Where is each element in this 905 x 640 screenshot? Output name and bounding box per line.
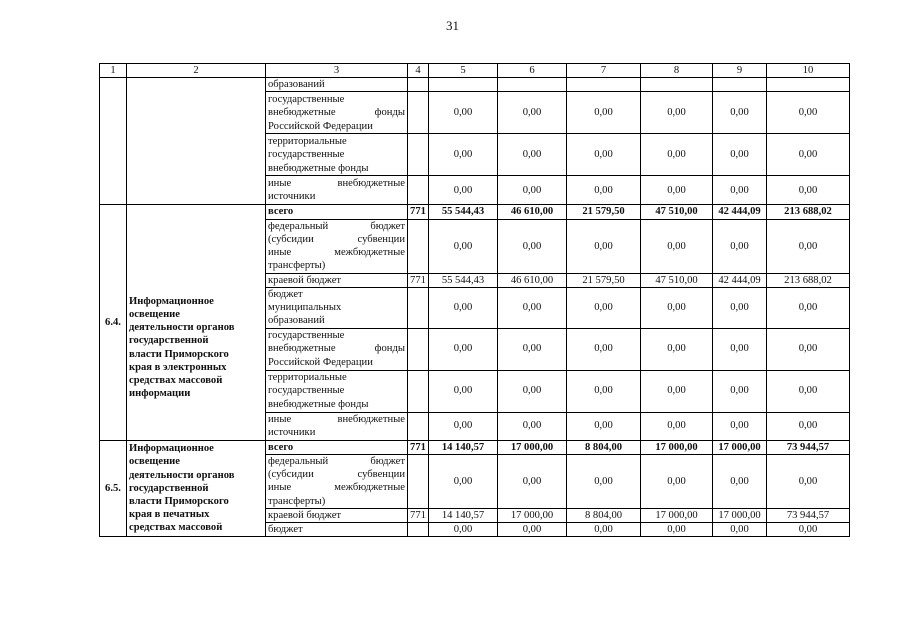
value-cell: 213 688,02 <box>767 273 850 287</box>
item-name-line: края в электронных <box>129 361 227 373</box>
value-cell: 0,00 <box>498 370 567 412</box>
value-cell: 55 544,43 <box>429 273 498 287</box>
source-line: внебюджетные фонды <box>268 162 369 174</box>
value-cell: 42 444,09 <box>713 205 767 219</box>
source-line: всего <box>268 441 294 453</box>
source-cell <box>266 205 408 219</box>
value-cell: 0,00 <box>429 134 498 176</box>
value-cell <box>429 78 498 92</box>
table-row <box>100 205 850 219</box>
value-cell: 0,00 <box>498 454 567 508</box>
header-cell: 3 <box>266 64 408 78</box>
value-cell: 0,00 <box>498 176 567 205</box>
value-cell: 0,00 <box>767 412 850 440</box>
item-name-line: деятельности органов <box>129 322 235 334</box>
value-cell: 0,00 <box>429 176 498 205</box>
source-line: муниципальных <box>268 302 342 314</box>
value-cell: 8 804,00 <box>567 508 641 522</box>
header-cell: 7 <box>567 64 641 78</box>
budget-table <box>99 63 850 537</box>
source-cell <box>266 78 408 92</box>
value-cell: 0,00 <box>641 370 713 412</box>
header-cell: 9 <box>713 64 767 78</box>
header-cell: 1 <box>100 64 127 78</box>
value-cell: 0,00 <box>429 287 498 328</box>
value-cell: 0,00 <box>641 287 713 328</box>
value-cell: 17 000,00 <box>713 440 767 454</box>
source-line: иные межбюджетные <box>268 247 405 259</box>
value-cell: 0,00 <box>498 328 567 370</box>
header-row <box>100 64 850 78</box>
source-line: государственные <box>268 149 345 161</box>
value-cell: 0,00 <box>567 134 641 176</box>
source-line: трансферты) <box>268 260 326 272</box>
value-cell: 0,00 <box>767 92 850 134</box>
code-cell <box>408 92 429 134</box>
item-name-line: Информационное <box>129 443 214 455</box>
value-cell: 0,00 <box>429 219 498 273</box>
item-name-line: деятельности органов <box>129 469 235 481</box>
item-name-line: информации <box>129 388 191 400</box>
value-cell: 42 444,09 <box>713 273 767 287</box>
source-line: краевой бюджет <box>268 509 342 521</box>
source-line: всего <box>268 206 294 218</box>
header-cell: 4 <box>408 64 429 78</box>
value-cell: 0,00 <box>767 176 850 205</box>
value-cell: 0,00 <box>713 522 767 536</box>
value-cell: 0,00 <box>429 412 498 440</box>
code-cell <box>408 412 429 440</box>
value-cell <box>767 78 850 92</box>
value-cell: 17 000,00 <box>498 440 567 454</box>
source-cell <box>266 273 408 287</box>
item-name-line: освещение <box>129 456 180 468</box>
value-cell: 0,00 <box>641 328 713 370</box>
item-number: 6.5. <box>100 440 127 537</box>
code-cell: 771 <box>408 273 429 287</box>
value-cell: 0,00 <box>767 454 850 508</box>
code-cell <box>408 176 429 205</box>
value-cell: 0,00 <box>567 219 641 273</box>
code-cell <box>408 78 429 92</box>
item-name <box>127 205 266 440</box>
value-cell: 0,00 <box>713 328 767 370</box>
value-cell: 0,00 <box>567 328 641 370</box>
source-line: бюджет <box>268 523 303 535</box>
value-cell: 0,00 <box>429 328 498 370</box>
value-cell: 0,00 <box>713 412 767 440</box>
value-cell: 0,00 <box>713 176 767 205</box>
item-name-line: государственной <box>129 482 209 494</box>
source-line: Российской Федерации <box>268 120 373 132</box>
code-cell <box>408 134 429 176</box>
source-cell <box>266 412 408 440</box>
item-number: 6.4. <box>100 205 127 440</box>
source-line: внебюджетные фонды <box>268 398 369 410</box>
value-cell: 14 140,57 <box>429 508 498 522</box>
item-name <box>127 440 266 537</box>
source-line: федеральный бюджет <box>268 455 405 467</box>
item-name-line: средствах массовой <box>129 522 223 534</box>
table-row <box>100 78 850 92</box>
source-cell <box>266 134 408 176</box>
value-cell: 0,00 <box>767 370 850 412</box>
source-line: территориальные <box>268 136 347 148</box>
value-cell: 0,00 <box>713 219 767 273</box>
code-cell <box>408 454 429 508</box>
table-row <box>100 440 850 454</box>
item-name-line: Информационное <box>129 295 214 307</box>
value-cell: 0,00 <box>641 522 713 536</box>
value-cell: 0,00 <box>498 287 567 328</box>
value-cell: 0,00 <box>498 412 567 440</box>
value-cell: 0,00 <box>429 454 498 508</box>
source-line: образований <box>268 79 325 91</box>
item-name-line: освещение <box>129 308 180 320</box>
value-cell <box>498 78 567 92</box>
header-cell: 2 <box>127 64 266 78</box>
source-cell <box>266 454 408 508</box>
value-cell: 0,00 <box>498 92 567 134</box>
code-cell <box>408 219 429 273</box>
table-body <box>100 64 850 537</box>
code-cell: 771 <box>408 508 429 522</box>
source-line: (субсидии субвенции <box>268 469 405 481</box>
blank-cell <box>127 78 266 205</box>
code-cell <box>408 370 429 412</box>
source-line: трансферты) <box>268 495 326 507</box>
item-name-line: средствах массовой <box>129 374 223 386</box>
item-name-line: края в печатных <box>129 509 210 521</box>
value-cell: 0,00 <box>641 134 713 176</box>
code-cell: 771 <box>408 205 429 219</box>
value-cell: 213 688,02 <box>767 205 850 219</box>
value-cell: 0,00 <box>641 92 713 134</box>
source-line: иные межбюджетные <box>268 482 405 494</box>
source-cell <box>266 287 408 328</box>
value-cell: 0,00 <box>713 92 767 134</box>
value-cell: 0,00 <box>767 287 850 328</box>
value-cell: 8 804,00 <box>567 440 641 454</box>
header-cell: 5 <box>429 64 498 78</box>
value-cell: 0,00 <box>567 522 641 536</box>
value-cell: 0,00 <box>429 370 498 412</box>
source-cell <box>266 370 408 412</box>
value-cell: 0,00 <box>713 454 767 508</box>
value-cell: 0,00 <box>767 219 850 273</box>
source-line: внебюджетные фонды <box>268 343 405 355</box>
header-cell: 8 <box>641 64 713 78</box>
source-line: территориальные <box>268 372 347 384</box>
value-cell: 0,00 <box>498 522 567 536</box>
value-cell: 0,00 <box>713 370 767 412</box>
code-cell <box>408 287 429 328</box>
value-cell: 46 610,00 <box>498 205 567 219</box>
value-cell: 0,00 <box>767 328 850 370</box>
header-cell: 6 <box>498 64 567 78</box>
code-cell <box>408 522 429 536</box>
value-cell: 0,00 <box>713 134 767 176</box>
value-cell: 17 000,00 <box>498 508 567 522</box>
value-cell: 0,00 <box>567 287 641 328</box>
item-name-line: государственной <box>129 335 209 347</box>
value-cell: 0,00 <box>641 454 713 508</box>
source-line: федеральный бюджет <box>268 220 405 232</box>
value-cell: 47 510,00 <box>641 205 713 219</box>
value-cell: 0,00 <box>641 176 713 205</box>
value-cell: 14 140,57 <box>429 440 498 454</box>
value-cell: 0,00 <box>641 219 713 273</box>
value-cell: 17 000,00 <box>713 508 767 522</box>
source-line: Российской Федерации <box>268 356 373 368</box>
value-cell: 47 510,00 <box>641 273 713 287</box>
header-cell: 10 <box>767 64 850 78</box>
source-line: источники <box>268 191 316 203</box>
value-cell: 0,00 <box>767 134 850 176</box>
source-line: иные внебюджетные <box>268 413 405 425</box>
page-number: 31 <box>446 18 459 33</box>
source-cell <box>266 219 408 273</box>
value-cell <box>567 78 641 92</box>
value-cell: 0,00 <box>498 134 567 176</box>
value-cell: 17 000,00 <box>641 440 713 454</box>
value-cell: 0,00 <box>567 412 641 440</box>
code-cell: 771 <box>408 440 429 454</box>
value-cell <box>713 78 767 92</box>
source-line: государственные <box>268 94 345 106</box>
value-cell: 17 000,00 <box>641 508 713 522</box>
source-line: бюджет <box>268 288 303 300</box>
blank-cell <box>100 78 127 205</box>
source-cell <box>266 440 408 454</box>
item-name-line: власти Приморского <box>129 496 229 508</box>
value-cell: 0,00 <box>429 522 498 536</box>
item-name-line: власти Приморского <box>129 348 229 360</box>
value-cell: 21 579,50 <box>567 205 641 219</box>
source-cell <box>266 522 408 536</box>
source-line: источники <box>268 427 316 439</box>
value-cell: 21 579,50 <box>567 273 641 287</box>
value-cell: 0,00 <box>567 176 641 205</box>
value-cell: 0,00 <box>567 454 641 508</box>
value-cell: 0,00 <box>713 287 767 328</box>
source-line: иные внебюджетные <box>268 178 405 190</box>
value-cell: 55 544,43 <box>429 205 498 219</box>
value-cell: 46 610,00 <box>498 273 567 287</box>
value-cell: 73 944,57 <box>767 508 850 522</box>
value-cell: 73 944,57 <box>767 440 850 454</box>
source-cell <box>266 176 408 205</box>
value-cell: 0,00 <box>567 370 641 412</box>
source-cell <box>266 328 408 370</box>
value-cell: 0,00 <box>641 412 713 440</box>
code-cell <box>408 328 429 370</box>
source-line: государственные <box>268 385 345 397</box>
source-cell <box>266 92 408 134</box>
source-cell <box>266 508 408 522</box>
value-cell: 0,00 <box>498 219 567 273</box>
source-line: государственные <box>268 330 345 342</box>
value-cell: 0,00 <box>429 92 498 134</box>
source-line: образований <box>268 315 325 327</box>
value-cell: 0,00 <box>767 522 850 536</box>
value-cell: 0,00 <box>567 92 641 134</box>
source-line: (субсидии субвенции <box>268 233 405 245</box>
source-line: внебюджетные фонды <box>268 107 405 119</box>
source-line: краевой бюджет <box>268 274 342 286</box>
value-cell <box>641 78 713 92</box>
